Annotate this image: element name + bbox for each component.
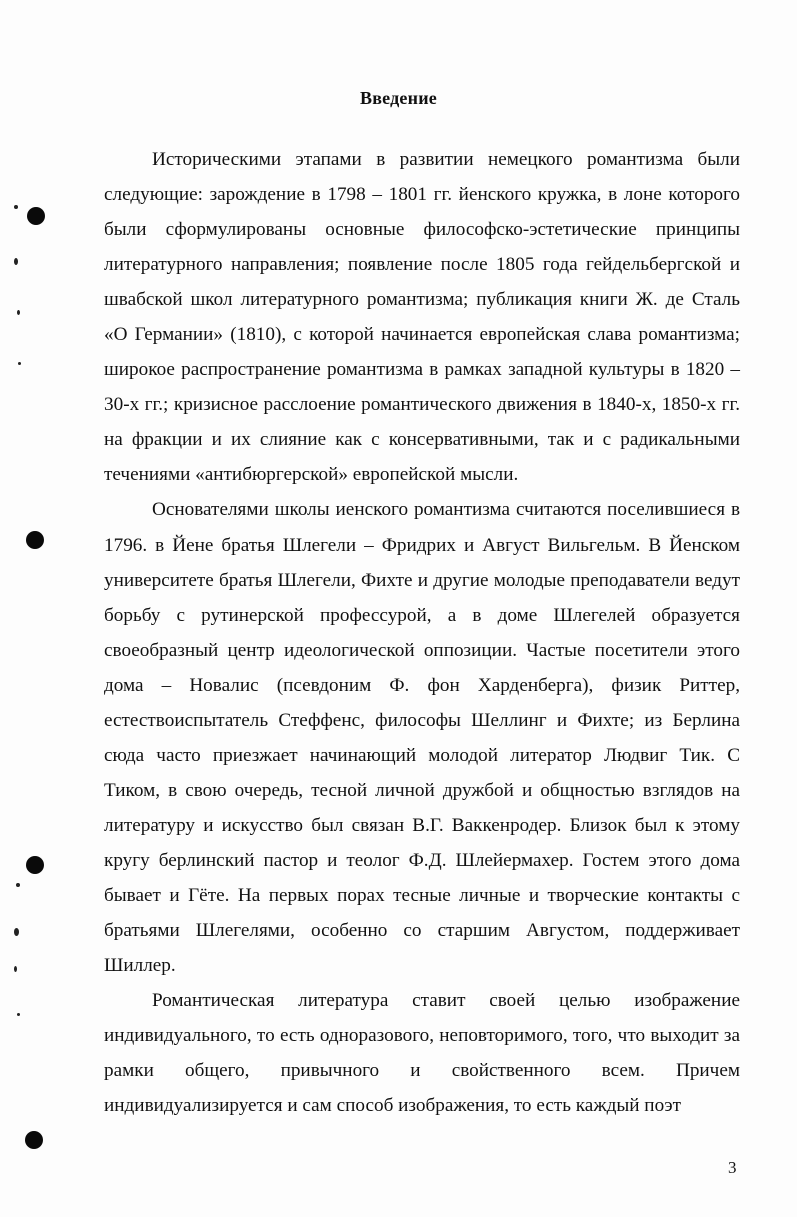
binder-hole xyxy=(25,1131,43,1149)
scan-speck xyxy=(16,883,20,887)
paragraph: Историческими этапами в развитии немецкого романтизма были следующие: зарождение в 1798 – 1801 гг. йенского кружка, в лоне которого были сформулированы основные философско-эстетические принципы литературного направления; появление после 1805 года гейдельбергской и швабской школ литературного романтизма; публикация книги Ж. де Сталь «О Германии» (1810), с которой начинается европейская слава романтизма; широкое распространение романтизма в рамках западной культуры в 1820 – 30-х гг.; кризисное расслоение романтического движения в 1840-х, 1850-х гг. на фракции и их слияние как с консервативными, так и с радикальными течениями «антибюргерской» европейской мысли. xyxy=(104,149,740,486)
scan-speck xyxy=(17,310,20,315)
scan-speck xyxy=(17,1013,20,1016)
binder-hole xyxy=(27,207,45,225)
scan-speck xyxy=(14,966,17,972)
body-text xyxy=(104,142,740,1123)
scan-speck xyxy=(14,205,18,209)
binder-hole xyxy=(26,856,44,874)
paragraph: Романтическая литература ставит своей целью изображение индивидуального, то есть одноразового, неповторимого, того, что выходит за рамки общего, привычного и свойственного всем. Причем индивидуализируется и сам способ изображения, то есть каждый поэт xyxy=(104,990,740,1117)
page-title: Введение xyxy=(360,88,437,108)
paragraph: Основателями школы иенского романтизма считаются поселившиеся в 1796. в Йене братья Шлегели – Фридрих и Август Вильгельм. В Йенском университете братья Шлегели, Фихте и другие молодые преподаватели ведут борьбу с рутинерской профессурой, а в доме Шлегелей образуется своеобразный центр идеологической оппозиции. Частые посетители этого дома – Новалис (псевдоним Ф. фон Харденберга), физик Риттер, естествоиспытатель Стеффенс, философы Шеллинг и Фихте; из Берлина сюда часто приезжает начинающий молодой литератор Людвиг Тик. С Тиком, в свою очередь, тесной личной дружбой и общностью взглядов на литературу и искусство был связан В.Г. Ваккенродер. Близок был к этому кругу берлинский пастор и теолог Ф.Д. Шлейермахер. Гостем этого дома бывает и Гёте. На первых порах тесные личные и творческие контакты с братьями Шлегелями, особенно со старшим Августом, поддерживает Шиллер. xyxy=(104,499,740,977)
binder-hole xyxy=(26,531,44,549)
page-number: 3 xyxy=(728,1158,737,1177)
scan-speck xyxy=(18,362,21,365)
scan-speck xyxy=(14,258,18,265)
scan-speck xyxy=(14,928,19,936)
